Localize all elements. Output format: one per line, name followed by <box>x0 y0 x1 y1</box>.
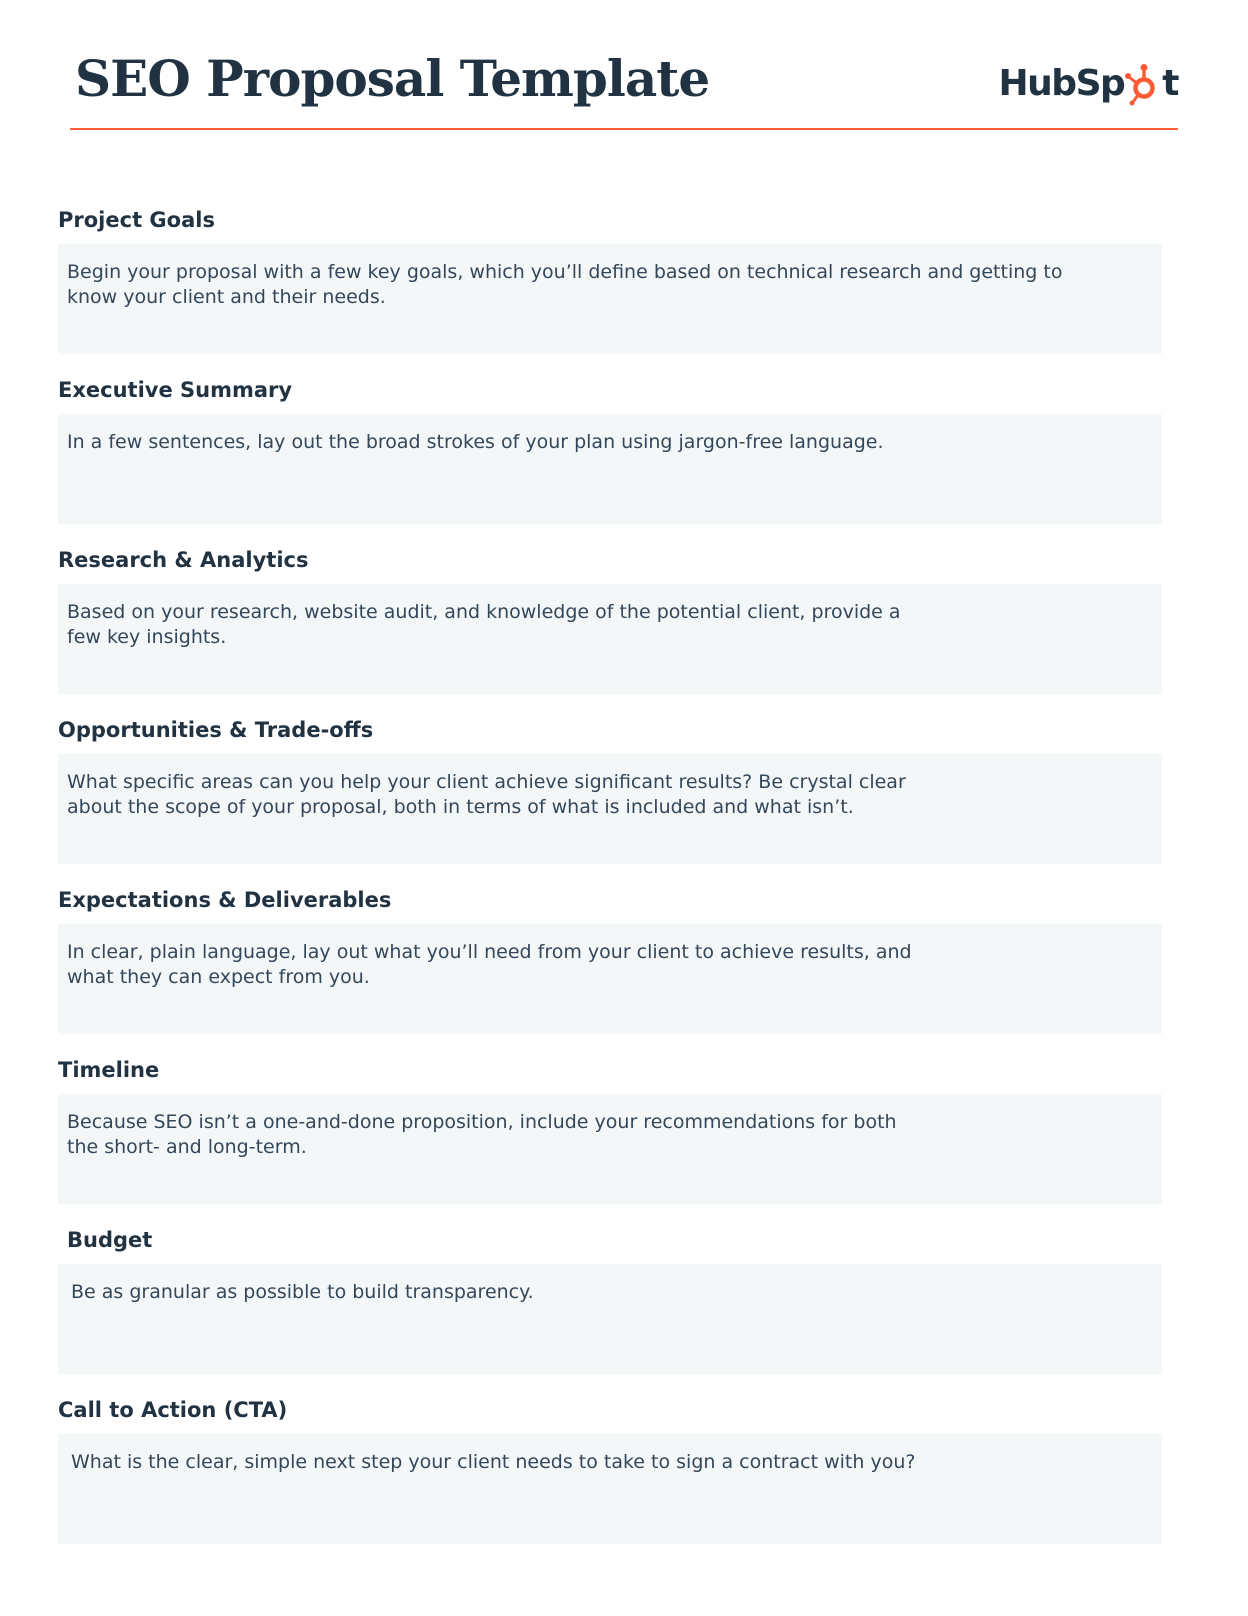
section-content-box <box>58 1264 1162 1374</box>
section-opportunities-tradeoffs <box>58 710 1162 880</box>
section-body: What is the clear, simple next step your client needs to take to sign a contract with you? <box>71 1451 916 1473</box>
section-heading: Expectations & Deliverables <box>58 888 392 912</box>
section-call-to-action <box>58 1390 1162 1560</box>
section-content-box <box>58 1434 1162 1544</box>
section-body: Based on your research, website audit, and knowledge of the potential client, provide a few key insights. <box>67 601 901 648</box>
section-heading: Call to Action (CTA) <box>58 1398 288 1422</box>
section-heading: Research & Analytics <box>58 548 309 572</box>
section-timeline <box>58 1050 1162 1220</box>
section-budget <box>58 1220 1162 1390</box>
hubspot-logo <box>999 56 1178 112</box>
section-body: Be as granular as possible to build transparency. <box>71 1281 534 1303</box>
document-title: SEO Proposal Template <box>75 49 710 108</box>
document-header <box>70 44 1178 130</box>
section-project-goals <box>58 200 1162 370</box>
section-research-analytics <box>58 540 1162 710</box>
section-heading: Project Goals <box>58 208 215 232</box>
section-body: What specific areas can you help your client achieve significant results? Be crystal clear about the scope of your proposal, both in terms of what is included and what isn’t. <box>67 771 906 818</box>
section-heading: Executive Summary <box>58 378 293 402</box>
section-content-box <box>58 244 1162 354</box>
section-content-box <box>58 414 1162 524</box>
section-content-box <box>58 584 1162 694</box>
section-expectations-deliverables <box>58 880 1162 1050</box>
section-heading: Timeline <box>58 1058 160 1082</box>
section-heading: Opportunities & Trade-offs <box>58 718 374 742</box>
section-content-box <box>58 924 1162 1034</box>
section-executive-summary <box>58 370 1162 540</box>
header-divider <box>70 128 1178 130</box>
section-body: In clear, plain language, lay out what you’ll need from your client to achieve results, and what they can expect from you. <box>67 941 912 988</box>
section-heading: Budget <box>67 1228 153 1252</box>
section-body: In a few sentences, lay out the broad strokes of your plan using jargon-free language. <box>67 431 884 453</box>
section-body: Because SEO isn’t a one-and-done proposition, include your recommendations for both the short- and long-term. <box>67 1111 897 1158</box>
section-content-box <box>58 754 1162 864</box>
sprocket-icon <box>1124 62 1164 106</box>
section-body: Begin your proposal with a few key goals, which you’ll define based on technical research and getting to know your client and their needs. <box>67 261 1063 308</box>
section-content-box <box>58 1094 1162 1204</box>
logo-text-start: HubSp <box>998 63 1125 104</box>
proposal-sections <box>58 200 1162 1560</box>
logo-text-end: t <box>1162 63 1178 104</box>
